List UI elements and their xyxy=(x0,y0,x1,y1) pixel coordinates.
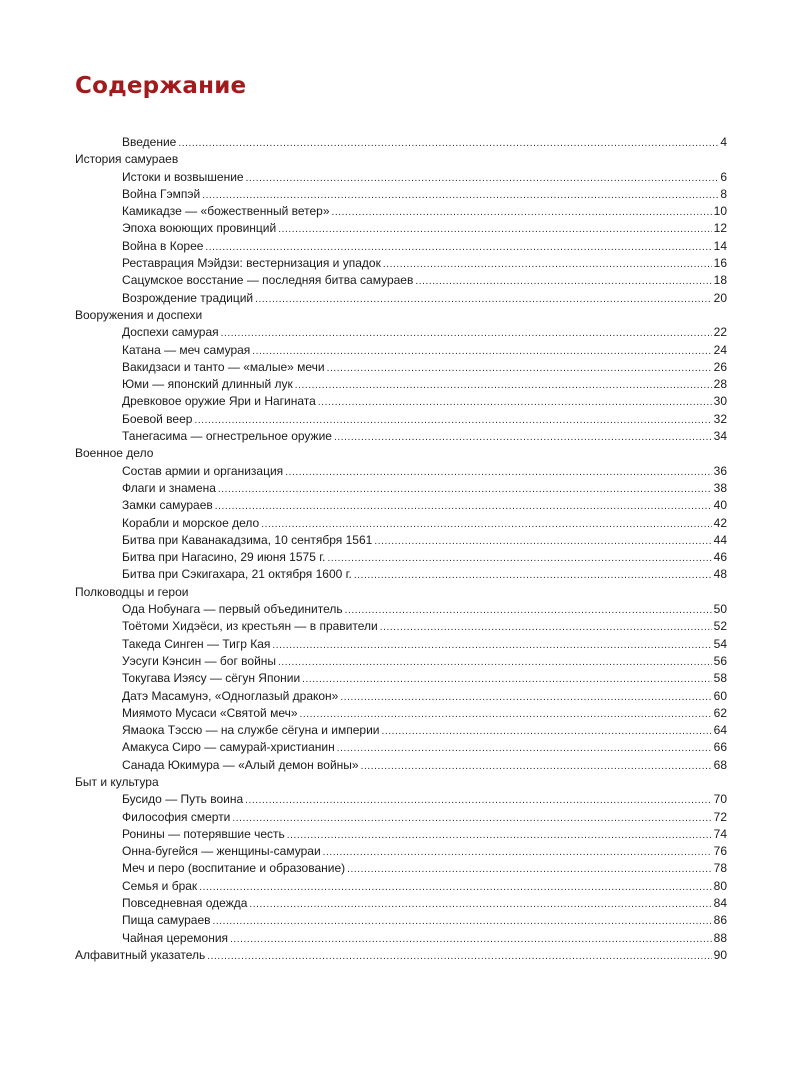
toc-entry-label: Битва при Каванакадзима, 10 сентября 1561 xyxy=(122,532,373,547)
toc-entry-page-number: 66 xyxy=(713,740,727,755)
toc-entry-label: Быт и культура xyxy=(75,774,159,789)
toc-section-heading[interactable] xyxy=(75,151,727,168)
toc-entry-page-number: 24 xyxy=(713,342,727,357)
toc-entry-page-number: 74 xyxy=(713,826,727,841)
toc-entry[interactable] xyxy=(75,601,727,618)
toc-entry-label: Сацумское восстание — последняя битва самураев xyxy=(122,273,414,288)
toc-entry-page-number: 52 xyxy=(713,619,727,634)
dot-leader xyxy=(255,291,712,307)
dot-leader xyxy=(383,256,712,272)
dot-leader xyxy=(261,516,711,532)
dot-leader xyxy=(213,913,712,929)
dot-leader xyxy=(382,723,712,739)
toc-entry[interactable] xyxy=(75,376,727,393)
toc-entry-label: Онна-бугейся — женщины-самураи xyxy=(122,844,321,859)
toc-entry-label: Замки самураев xyxy=(122,498,213,513)
toc-entry-page-number: 18 xyxy=(713,273,727,288)
toc-entry-label: Амакуса Сиро — самурай-христианин xyxy=(122,740,335,755)
toc-entry-page-number: 90 xyxy=(713,947,727,962)
toc-entry-label: Возрождение традиций xyxy=(122,290,254,305)
toc-entry-page-number: 72 xyxy=(713,809,727,824)
toc-entry-page-number: 16 xyxy=(713,256,727,271)
dot-leader xyxy=(285,464,711,480)
toc-entry-page-number: 50 xyxy=(713,602,727,617)
toc-entry-page-number: 26 xyxy=(713,359,727,374)
toc-entry[interactable] xyxy=(75,895,727,912)
toc-entry-page-number: 30 xyxy=(713,394,727,409)
toc-entry[interactable] xyxy=(75,134,727,151)
toc-entry-page-number: 70 xyxy=(713,792,727,807)
toc-entry[interactable] xyxy=(75,809,727,826)
toc-entry-label: Ронины — потерявшие честь xyxy=(122,826,285,841)
toc-entry-page-number: 38 xyxy=(713,480,727,495)
toc-entry[interactable] xyxy=(75,722,727,739)
toc-entry[interactable] xyxy=(75,497,727,514)
dot-leader xyxy=(345,602,712,618)
toc-entry-label: Бусидо — Путь воина xyxy=(122,792,244,807)
toc-entry-label: Катана — меч самурая xyxy=(122,342,251,357)
dot-leader xyxy=(194,412,711,428)
toc-entry[interactable] xyxy=(75,791,727,808)
toc-entry-label: Битва при Нагасино, 29 июня 1575 г. xyxy=(122,550,326,565)
toc-entry-page-number: 42 xyxy=(713,515,727,530)
dot-leader xyxy=(337,740,712,756)
toc-entry-label: Полководцы и герои xyxy=(75,584,189,599)
toc-entry[interactable] xyxy=(75,290,727,307)
toc-entry[interactable] xyxy=(75,342,727,359)
dot-leader xyxy=(178,135,718,151)
toc-entry[interactable] xyxy=(75,653,727,670)
toc-entry-page-number: 14 xyxy=(713,238,727,253)
toc-entry[interactable] xyxy=(75,860,727,877)
toc-entry-page-number: 56 xyxy=(713,653,727,668)
dot-leader xyxy=(295,377,712,393)
dot-leader xyxy=(246,170,719,186)
toc-entry[interactable] xyxy=(75,705,727,722)
toc-entry-page-number: 22 xyxy=(713,325,727,340)
toc-entry[interactable] xyxy=(75,878,727,895)
toc-entry[interactable] xyxy=(75,532,727,549)
toc-entry[interactable] xyxy=(75,255,727,272)
toc-entry-page-number: 84 xyxy=(713,896,727,911)
toc-entry-page-number: 86 xyxy=(713,913,727,928)
toc-entry[interactable] xyxy=(75,272,727,289)
toc-entry-label: Санада Юкимура — «Алый демон войны» xyxy=(122,757,359,772)
toc-entry-page-number: 64 xyxy=(713,723,727,738)
toc-entry-page-number: 44 xyxy=(713,532,727,547)
toc-entry[interactable] xyxy=(75,739,727,756)
toc-entry-page-number: 48 xyxy=(713,567,727,582)
dot-leader xyxy=(374,533,711,549)
toc-entry-label: Доспехи самурая xyxy=(122,325,219,340)
toc-entry-label: Меч и перо (воспитание и образование) xyxy=(122,861,346,876)
toc-entry[interactable] xyxy=(75,480,727,497)
toc-entry-label: Эпоха воюющих провинций xyxy=(122,221,277,236)
dot-leader xyxy=(287,827,712,843)
toc-entry-page-number: 32 xyxy=(713,411,727,426)
toc-entry[interactable] xyxy=(75,186,727,203)
dot-leader xyxy=(202,187,718,203)
dot-leader xyxy=(218,481,712,497)
toc-entry-page-number: 88 xyxy=(713,930,727,945)
dot-leader xyxy=(318,394,712,410)
toc-entry[interactable] xyxy=(75,463,727,480)
toc-entry-page-number: 62 xyxy=(713,705,727,720)
toc-entry-label: История самураев xyxy=(75,152,179,167)
toc-entry-page-number: 68 xyxy=(713,757,727,772)
toc-entry[interactable] xyxy=(75,411,727,428)
dot-leader xyxy=(327,550,711,566)
dot-leader xyxy=(300,706,712,722)
toc-entry-label: Миямото Мусаси «Святой меч» xyxy=(122,705,298,720)
toc-entry-label: Битва при Сэкигахара, 21 октября 1600 г. xyxy=(122,567,352,582)
dot-leader xyxy=(380,619,712,635)
toc-entry[interactable] xyxy=(75,324,727,341)
toc-entry-label: Вооружения и доспехи xyxy=(75,307,203,322)
toc-entry-label: Пища самураев xyxy=(122,913,211,928)
dot-leader xyxy=(334,429,712,445)
toc-entry[interactable] xyxy=(75,670,727,687)
dot-leader xyxy=(230,931,712,947)
toc-entry-label: Древковое оружие Яри и Нагината xyxy=(122,394,316,409)
toc-entry[interactable] xyxy=(75,826,727,843)
dot-leader xyxy=(302,671,711,687)
dot-leader xyxy=(354,567,712,583)
toc-entry[interactable] xyxy=(75,238,727,255)
toc-entry-label: Состав армии и организация xyxy=(122,463,284,478)
toc-entry[interactable] xyxy=(75,930,727,947)
dot-leader xyxy=(249,896,711,912)
dot-leader xyxy=(272,637,711,653)
toc-section-heading[interactable] xyxy=(75,774,727,791)
table-of-contents xyxy=(75,134,727,964)
toc-entry-label: Война Гэмпэй xyxy=(122,186,201,201)
toc-entry-page-number: 6 xyxy=(720,169,727,184)
dot-leader xyxy=(232,810,711,826)
toc-entry-page-number: 58 xyxy=(713,671,727,686)
toc-entry-page-number: 60 xyxy=(713,688,727,703)
dot-leader xyxy=(323,844,712,860)
dot-leader xyxy=(199,879,711,895)
dot-leader xyxy=(415,273,711,289)
dot-leader xyxy=(207,948,711,964)
toc-entry-label: Военное дело xyxy=(75,446,154,461)
toc-entry-page-number: 8 xyxy=(720,186,727,201)
toc-entry-page-number: 46 xyxy=(713,550,727,565)
dot-leader xyxy=(278,221,711,237)
toc-entry-label: Чайная церемония xyxy=(122,930,229,945)
toc-entry-page-number: 76 xyxy=(713,844,727,859)
toc-entry[interactable] xyxy=(75,912,727,929)
toc-entry-page-number: 78 xyxy=(713,861,727,876)
dot-leader xyxy=(347,861,712,877)
dot-leader xyxy=(205,239,711,255)
toc-entry-label: Датэ Масамунэ, «Одноглазый дракон» xyxy=(122,688,339,703)
toc-entry[interactable] xyxy=(75,757,727,774)
toc-entry-page-number: 40 xyxy=(713,498,727,513)
toc-entry[interactable] xyxy=(75,636,727,653)
dot-leader xyxy=(245,792,711,808)
dot-leader xyxy=(252,343,711,359)
toc-entry-label: Реставрация Мэйдзи: вестернизация и упадок xyxy=(122,256,381,271)
dot-leader xyxy=(221,325,712,341)
toc-entry-label: Семья и брак xyxy=(122,878,198,893)
dot-leader xyxy=(215,498,712,514)
toc-entry[interactable] xyxy=(75,428,727,445)
toc-entry-page-number: 10 xyxy=(713,204,727,219)
toc-entry-page-number: 4 xyxy=(720,135,727,149)
toc-entry-label: Токугава Иэясу — сёгун Японии xyxy=(122,671,301,686)
toc-entry-page-number: 36 xyxy=(713,463,727,478)
dot-leader xyxy=(327,360,712,376)
toc-entry-label: Война в Корее xyxy=(122,238,204,253)
dot-leader xyxy=(340,689,711,705)
toc-entry[interactable] xyxy=(75,515,727,532)
toc-section-heading[interactable] xyxy=(75,584,727,601)
toc-entry[interactable] xyxy=(75,359,727,376)
page-title: Содержание xyxy=(75,73,247,99)
dot-leader xyxy=(332,204,712,220)
toc-entry-page-number: 28 xyxy=(713,377,727,392)
toc-entry[interactable] xyxy=(75,220,727,237)
toc-entry-label: Алфавитный указатель xyxy=(75,947,206,962)
toc-entry-label: Боевой веер xyxy=(122,411,193,426)
toc-entry-label: Флаги и знамена xyxy=(122,480,216,495)
toc-entry[interactable] xyxy=(75,549,727,566)
toc-entry-page-number: 54 xyxy=(713,636,727,651)
toc-entry-label: Тоётоми Хидэёси, из крестьян — в правители xyxy=(122,619,378,634)
toc-entry-label: Камикадзе — «божественный ветер» xyxy=(122,204,330,219)
toc-entry-label: Юми — японский длинный лук xyxy=(122,377,293,392)
toc-entry[interactable] xyxy=(75,393,727,410)
toc-entry-page-number: 80 xyxy=(713,878,727,893)
toc-entry-page-number: 20 xyxy=(713,290,727,305)
toc-entry-page-number: 34 xyxy=(713,429,727,444)
toc-entry-label: Такеда Синген — Тигр Кая xyxy=(122,636,271,651)
dot-leader xyxy=(361,758,712,774)
toc-entry-page-number: 12 xyxy=(713,221,727,236)
toc-entry-label: Вакидзаси и танто — «малые» мечи xyxy=(122,359,325,374)
toc-entry-label: Философия смерти xyxy=(122,809,231,824)
toc-entry-label: Ямаока Тэссю — на службе сёгуна и империи xyxy=(122,723,380,738)
toc-entry[interactable] xyxy=(75,169,727,186)
toc-entry-label: Истоки и возвышение xyxy=(122,169,244,184)
toc-entry-label: Повседневная одежда xyxy=(122,896,248,911)
dot-leader xyxy=(278,654,712,670)
toc-entry-label: Танегасима — огнестрельное оружие xyxy=(122,429,332,444)
toc-entry[interactable] xyxy=(75,203,727,220)
toc-entry[interactable] xyxy=(75,843,727,860)
toc-entry[interactable] xyxy=(75,688,727,705)
toc-entry-label: Уэсуги Кэнсин — бог войны xyxy=(122,653,277,668)
toc-entry[interactable] xyxy=(75,566,727,583)
toc-entry[interactable] xyxy=(75,618,727,635)
toc-section-heading[interactable] xyxy=(75,445,727,462)
toc-entry-label: Введение xyxy=(122,135,177,149)
toc-section-heading[interactable] xyxy=(75,947,727,964)
toc-entry-label: Ода Нобунага — первый объединитель xyxy=(122,602,343,617)
toc-entry-label: Корабли и морское дело xyxy=(122,515,260,530)
toc-section-heading[interactable] xyxy=(75,307,727,324)
